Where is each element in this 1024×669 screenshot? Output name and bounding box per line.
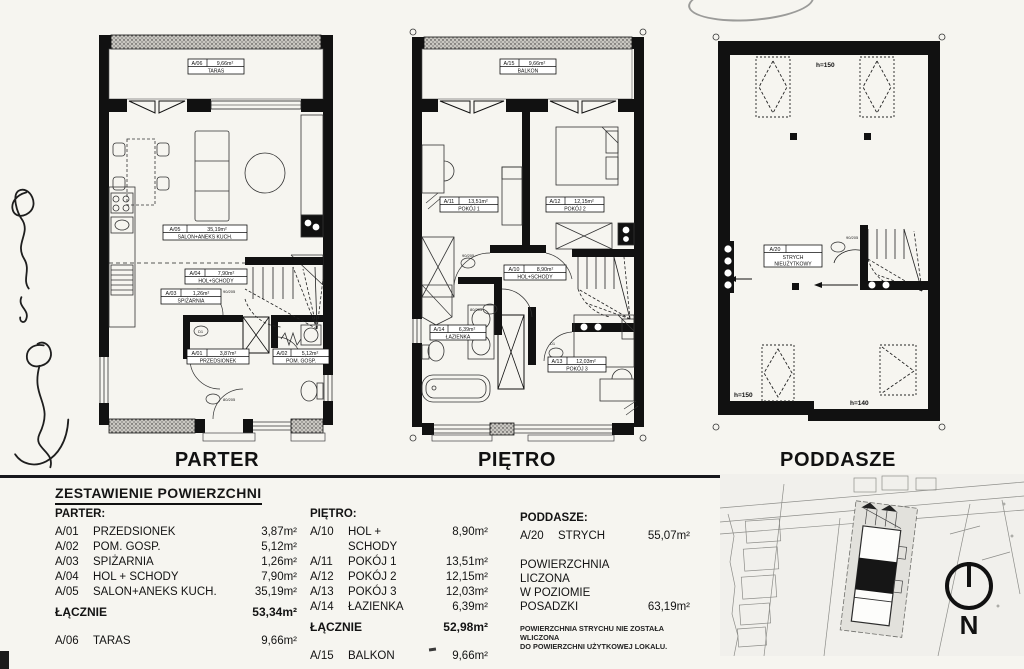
partial-stamp bbox=[687, 0, 815, 25]
table-row: A/06 TARAS 9,66m² bbox=[55, 635, 297, 647]
pietro-plan-drawing bbox=[406, 27, 650, 443]
svg-text:N: N bbox=[959, 610, 979, 640]
svg-text:A/05: A/05 bbox=[169, 227, 181, 233]
door-marker: D1 bbox=[550, 341, 556, 346]
pietro-bottom-wall bbox=[422, 423, 634, 441]
pietro-plan bbox=[406, 27, 650, 443]
site-plan-drawing bbox=[720, 474, 1024, 656]
door-marker: D1 bbox=[198, 329, 204, 334]
summary-heading: ZESTAWIENIE POWIERZCHNI bbox=[55, 485, 262, 505]
svg-text:A/02: A/02 bbox=[276, 351, 288, 357]
table-row: A/20 STRYCH 55,07m² bbox=[520, 530, 690, 542]
svg-text:PRZEDSIONEK: PRZEDSIONEK bbox=[199, 358, 237, 365]
parter-bottom-wall bbox=[109, 419, 325, 441]
door-marker: 80/205 bbox=[223, 397, 236, 402]
svg-text:5,12m²: 5,12m² bbox=[301, 351, 319, 357]
svg-text:A/10: A/10 bbox=[508, 267, 520, 273]
svg-text:A/11: A/11 bbox=[443, 199, 455, 205]
height-label-bottom-right: h=140 bbox=[850, 400, 869, 407]
posadzki-block: POWIERZCHNIA LICZONA W POZIOMIE POSADZKI 63,19m² bbox=[520, 559, 690, 613]
svg-text:A/13: A/13 bbox=[551, 359, 563, 365]
svg-text:ŁAZIENKA: ŁAZIENKA bbox=[445, 334, 471, 341]
svg-text:35,19m²: 35,19m² bbox=[207, 227, 227, 233]
svg-text:A/15: A/15 bbox=[503, 61, 515, 67]
svg-text:3,87m²: 3,87m² bbox=[219, 351, 237, 357]
svg-text:POKÓJ 2: POKÓJ 2 bbox=[564, 206, 586, 213]
svg-text:BALKON: BALKON bbox=[517, 68, 539, 75]
pietro-label-lazienka bbox=[430, 325, 486, 341]
svg-text:13,51m²: 13,51m² bbox=[468, 199, 488, 205]
summary-parter-heading: PARTER: bbox=[55, 508, 106, 520]
table-row: A/15 BALKON 9,66m² bbox=[310, 650, 488, 662]
svg-text:12,15m²: 12,15m² bbox=[574, 199, 594, 205]
svg-text:A/04: A/04 bbox=[189, 271, 201, 277]
handwritten-signature bbox=[0, 176, 76, 476]
svg-text:A/14: A/14 bbox=[433, 327, 445, 333]
door-marker: 90/205 bbox=[462, 253, 475, 258]
table-row: A/05 SALON+ANEKS KUCH. 35,19m² bbox=[55, 586, 297, 598]
parter-label-hol bbox=[185, 269, 247, 285]
svg-text:POM. GOSP.: POM. GOSP. bbox=[286, 358, 316, 365]
parter-title: PARTER bbox=[174, 449, 260, 471]
parter-terrace bbox=[109, 49, 323, 113]
table-row: A/04 HOL + SCHODY 7,90m² bbox=[55, 571, 297, 583]
pietro-label-pokoj1 bbox=[440, 197, 498, 213]
svg-text:7,90m²: 7,90m² bbox=[217, 271, 235, 277]
svg-text:A/12: A/12 bbox=[549, 199, 561, 205]
pietro-pokoj2-furniture bbox=[556, 127, 634, 249]
door-marker: 80/205 bbox=[470, 307, 483, 312]
svg-text:8,90m²: 8,90m² bbox=[536, 267, 554, 273]
pietro-total-row: ŁĄCZNIE 52,98m² bbox=[310, 620, 488, 634]
parter-plan bbox=[95, 27, 337, 443]
height-label-bottom-left: h=150 bbox=[734, 392, 753, 399]
parter-label-przedsionek bbox=[187, 349, 249, 365]
pietro-label-hol bbox=[504, 265, 566, 281]
scan-artifact bbox=[0, 651, 9, 669]
door-marker: 90/205 bbox=[223, 289, 236, 294]
svg-text:SALON+ANEKS KUCH.: SALON+ANEKS KUCH. bbox=[177, 234, 233, 241]
svg-text:12,03m²: 12,03m² bbox=[576, 359, 596, 365]
svg-text:NIEUŻYTKOWY: NIEUŻYTKOWY bbox=[774, 261, 812, 268]
parter-total-row: ŁĄCZNIE 53,34m² bbox=[55, 605, 297, 619]
pietro-shaft bbox=[498, 307, 536, 389]
poddasze-label-strych bbox=[764, 245, 822, 268]
pietro-label-balkon bbox=[500, 59, 556, 75]
height-label-top: h=150 bbox=[816, 62, 835, 69]
pietro-title: PIĘTRO bbox=[477, 449, 557, 471]
summary-column-pietro bbox=[310, 507, 488, 664]
parter-plan-drawing bbox=[95, 27, 337, 443]
svg-text:A/06: A/06 bbox=[191, 61, 203, 67]
table-row: A/01 PRZEDSIONEK 3,87m² bbox=[55, 526, 297, 538]
pietro-label-pokoj2 bbox=[546, 197, 604, 213]
table-row: A/11 POKÓJ 1 13,51m² bbox=[310, 556, 488, 568]
table-row: A/13 POKÓJ 3 12,03m² bbox=[310, 586, 488, 598]
table-row: A/03 SPIŻARNIA 1,26m² bbox=[55, 556, 297, 568]
table-row: A/12 POKÓJ 2 12,15m² bbox=[310, 571, 488, 583]
left-wall-vent bbox=[722, 241, 752, 293]
parter-kitchen bbox=[109, 187, 135, 327]
parter-label-pomgosp bbox=[273, 349, 329, 365]
poddasze-walls bbox=[718, 41, 940, 421]
svg-text:A/01: A/01 bbox=[191, 351, 203, 357]
poddasze-plan-drawing bbox=[712, 33, 946, 433]
summary-column-poddasze bbox=[520, 511, 690, 651]
svg-text:TARAS: TARAS bbox=[207, 68, 225, 75]
pietro-label-pokoj3 bbox=[548, 357, 606, 373]
svg-text:9,66m²: 9,66m² bbox=[216, 61, 234, 67]
poddasze-plan bbox=[712, 33, 946, 433]
pietro-center-wall bbox=[522, 99, 530, 251]
svg-text:POKÓJ 1: POKÓJ 1 bbox=[458, 206, 480, 213]
pietro-stairs-icon bbox=[490, 245, 634, 332]
roof-windows-bottom bbox=[762, 345, 916, 401]
parter-label-salon bbox=[163, 225, 247, 241]
svg-text:A/03: A/03 bbox=[165, 291, 177, 297]
parter-label-taras bbox=[188, 59, 244, 75]
summary-column-parter bbox=[55, 507, 297, 649]
svg-text:6,39m²: 6,39m² bbox=[458, 327, 476, 333]
svg-text:HOL+SCHODY: HOL+SCHODY bbox=[198, 278, 234, 285]
svg-text:HOL+SCHODY: HOL+SCHODY bbox=[517, 274, 553, 281]
svg-text:9,66m²: 9,66m² bbox=[528, 61, 546, 67]
svg-text:STRYCH: STRYCH bbox=[782, 255, 804, 261]
survey-pins bbox=[713, 34, 945, 430]
poddasze-stairs-icon bbox=[814, 221, 930, 291]
summary-poddasze-heading: PODDASZE: bbox=[520, 512, 588, 524]
table-row: A/14 ŁAZIENKA 6,39m² bbox=[310, 601, 488, 613]
footnote: POWIERZCHNIA STRYCHU NIE ZOSTAŁA WLICZONA DO POWIERZCHNI UŻYTKOWEJ LOKALU. bbox=[520, 624, 668, 651]
svg-text:POKÓJ 3: POKÓJ 3 bbox=[566, 366, 588, 373]
svg-text:1,26m²: 1,26m² bbox=[192, 291, 210, 297]
table-row: A/10 HOL + SCHODY 8,90m² bbox=[310, 526, 488, 553]
door-marker: 90/205 bbox=[846, 235, 859, 240]
poddasze-title: PODDASZE bbox=[780, 449, 896, 471]
svg-text:SPIŻARNIA: SPIŻARNIA bbox=[177, 298, 205, 305]
site-plan bbox=[720, 474, 1024, 656]
summary-pietro-heading: PIĘTRO: bbox=[310, 508, 357, 520]
table-row: A/02 POM. GOSP. 5,12m² bbox=[55, 541, 297, 553]
svg-text:A/20: A/20 bbox=[769, 247, 781, 253]
parter-label-spizarnia bbox=[161, 289, 221, 305]
